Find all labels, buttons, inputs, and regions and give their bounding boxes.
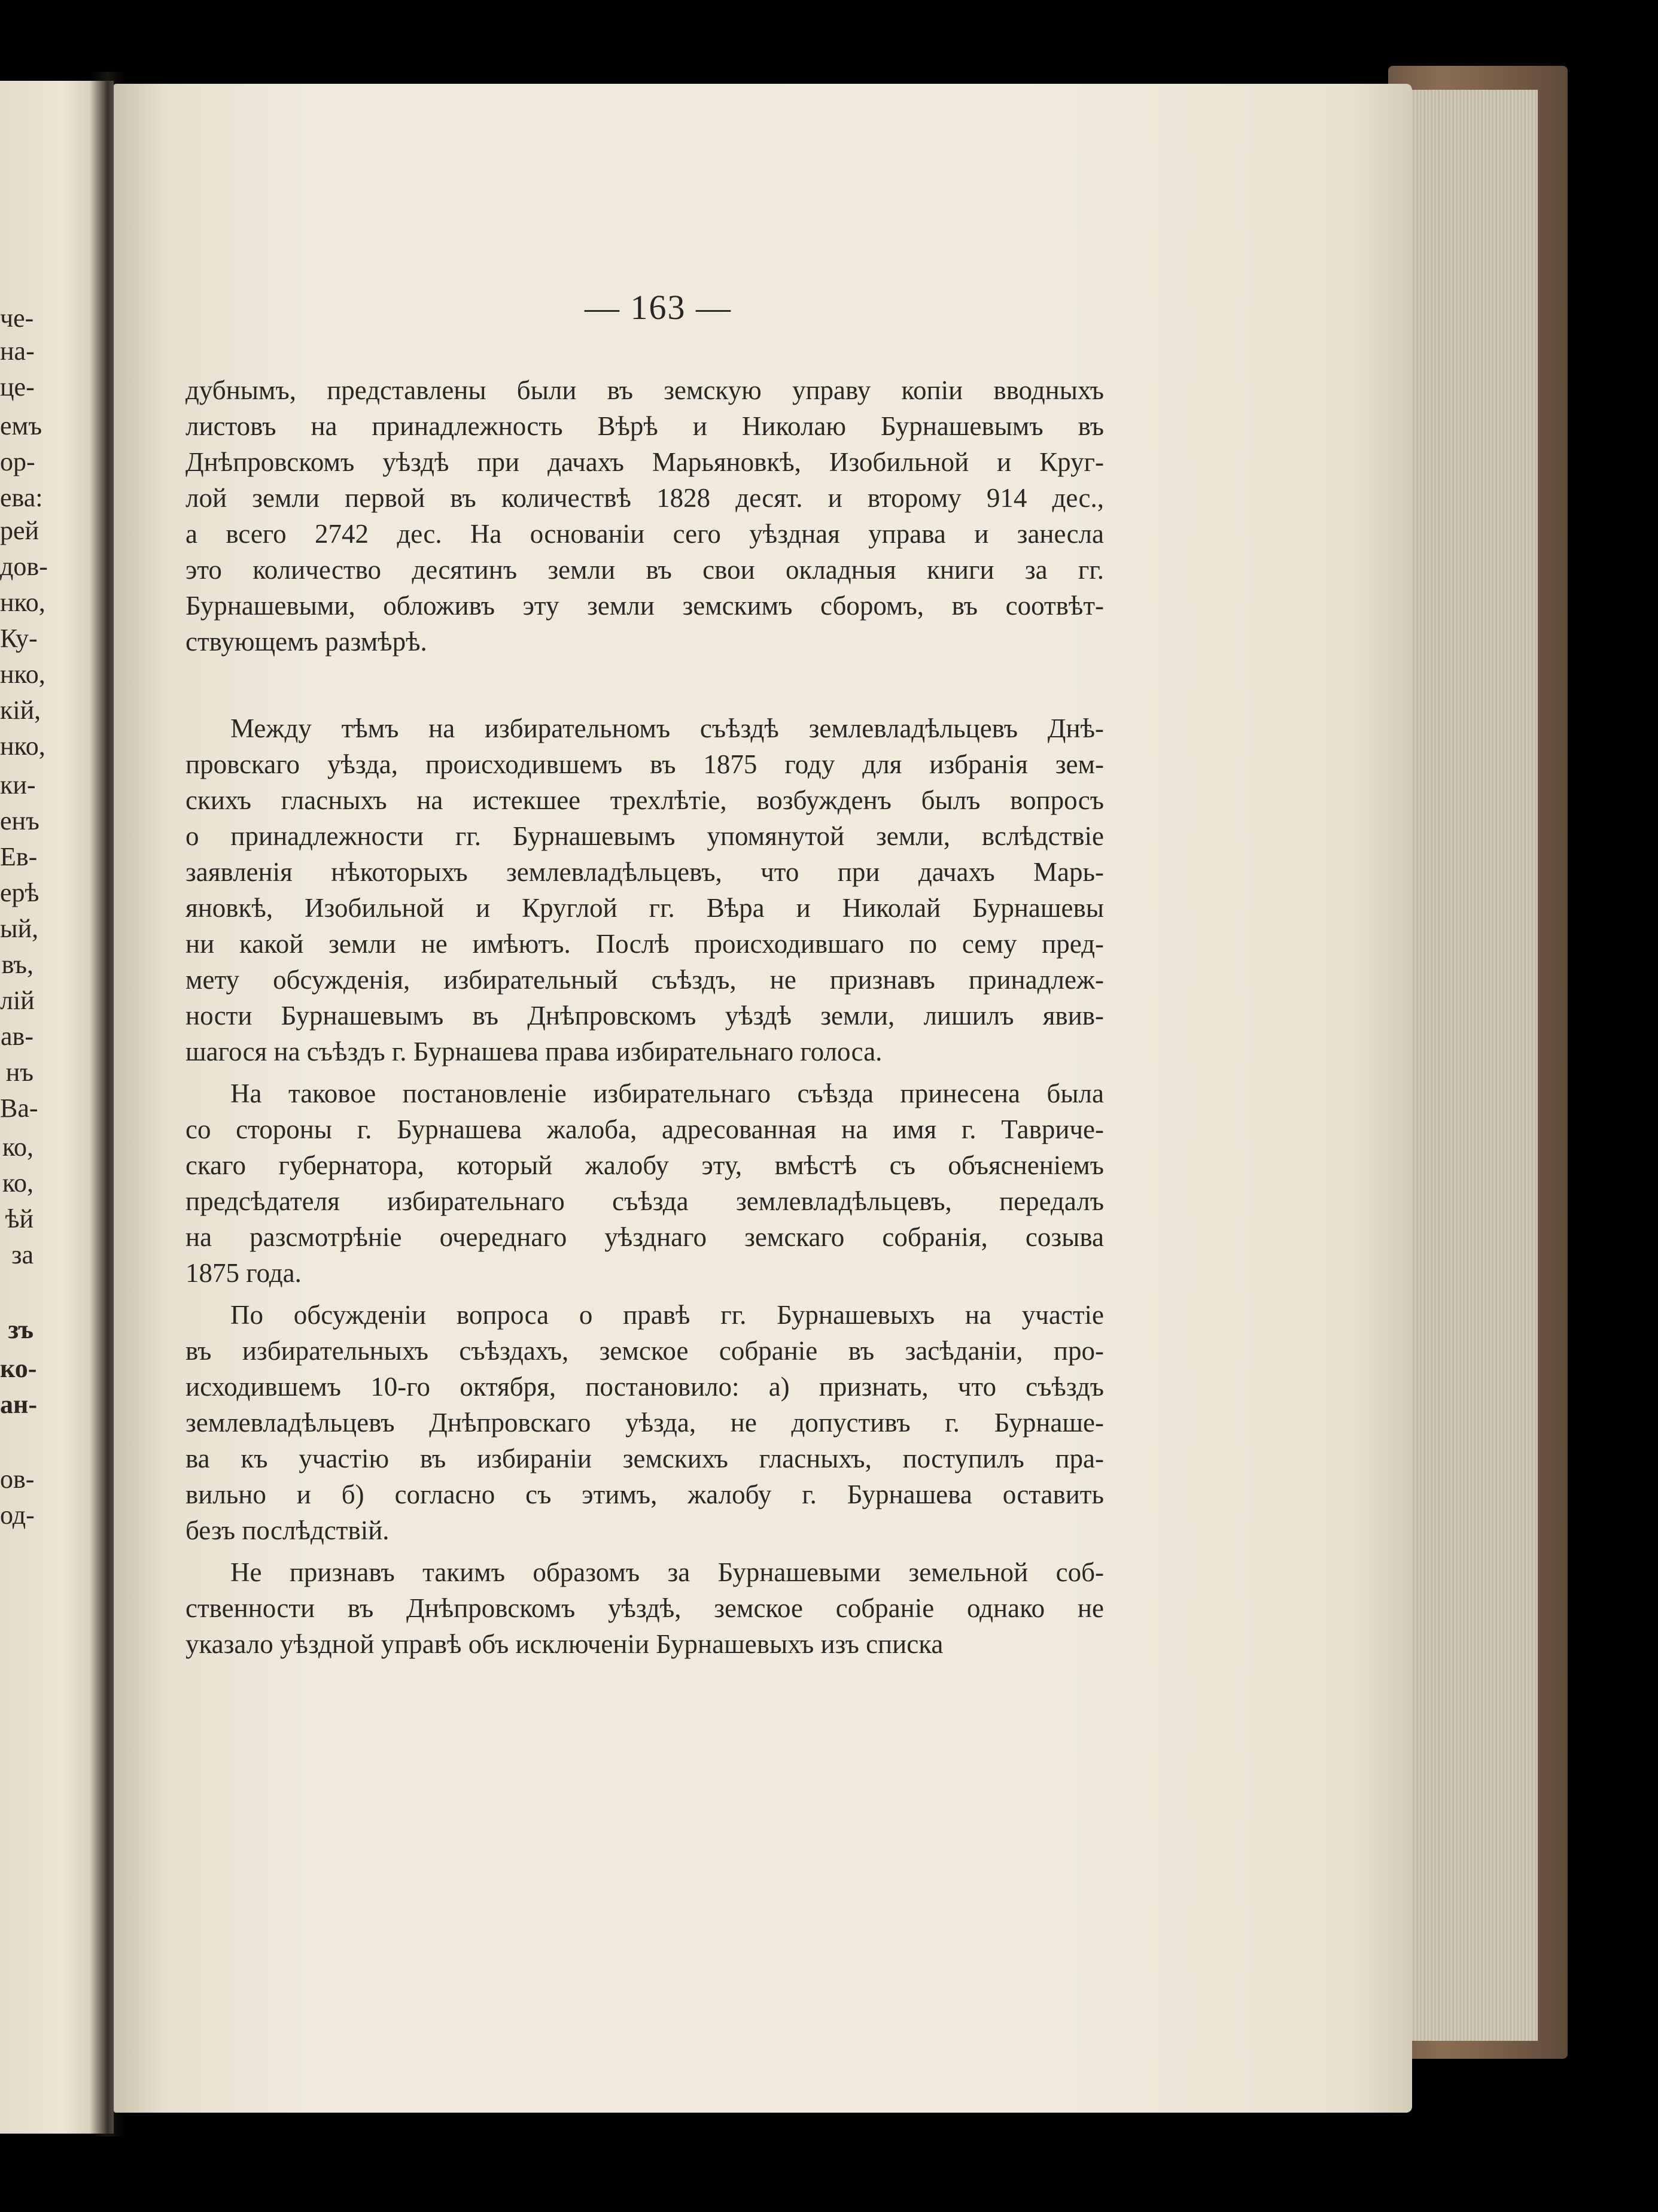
left-page-fragment: въ, [1, 950, 34, 979]
text-line: о принадлежности гг. Бурнашевымъ упомянутой земли, вслѣдствіе [185, 821, 1104, 851]
text-line: безъ послѣдствій. [185, 1515, 390, 1545]
left-page-fragment: че- [0, 303, 34, 333]
left-page-fragment: на- [0, 336, 35, 366]
left-page-fragment: ав- [1, 1022, 34, 1051]
left-page-fragment: нко, [0, 588, 45, 617]
left-page-fragment: ко, [2, 1168, 34, 1198]
text-line: ствующемъ размѣрѣ. [185, 627, 427, 657]
text-line: листовъ на принадлежность Вѣрѣ и Николаю Бурнашевымъ въ [185, 411, 1104, 441]
left-page-fragment: Ва- [0, 1093, 38, 1123]
text-line: шагося на съѣздъ г. Бурнашева права избирательнаго голоса. [185, 1037, 883, 1066]
left-page-fragment: рей [0, 516, 39, 545]
page-number: — 163 — [585, 288, 732, 327]
text-line: 1875 года. [185, 1258, 302, 1288]
text-line: мету обсужденія, избирательный съѣздъ, не признавъ принадлеж- [185, 965, 1104, 995]
left-page-fragment: ѣй [5, 1204, 34, 1233]
text-line: а всего 2742 дес. На основаніи сего уѣздная управа и занесла [185, 519, 1104, 549]
text-line: ва къ участію въ избираніи земскихъ гласныхъ, поступилъ пра- [185, 1444, 1104, 1473]
text-line: Бурнашевыми, обложивъ эту земли земскимъ сборомъ, въ соотвѣт- [185, 591, 1104, 621]
left-page-fragment: Ку- [0, 624, 38, 653]
left-page-fragment: за [11, 1240, 34, 1269]
left-page-fragment: нко, [0, 731, 45, 761]
left-page-fragment: ки- [0, 770, 36, 800]
left-page-fragment: ко- [0, 1354, 37, 1383]
text-line: на разсмотрѣніе очереднаго уѣзднаго земскаго собранія, созыва [185, 1222, 1104, 1252]
text-line: провскаго уѣзда, происходившемъ въ 1875 году для избранія зем- [185, 749, 1104, 779]
left-page-fragment: Ев- [0, 842, 38, 871]
paragraph-first-line: По обсужденіи вопроса о правѣ гг. Бурнашевыхъ на участіе [230, 1300, 1104, 1330]
paragraph-first-line: На таковое постановленіе избирательнаго съѣзда принесена была [230, 1078, 1104, 1108]
text-line: скихъ гласныхъ на истекшее трехлѣтіе, возбужденъ былъ вопросъ [185, 785, 1104, 815]
text-line: ственности въ Днѣпровскомъ уѣздѣ, земское собраніе однако не [185, 1593, 1104, 1623]
left-page-fragment: це- [0, 372, 35, 402]
text-line: со стороны г. Бурнашева жалоба, адресованная на имя г. Тавриче- [185, 1114, 1104, 1144]
text-line: лой земли первой въ количествѣ 1828 десят. и второму 914 дес., [185, 483, 1104, 513]
text-line: землевладѣльцевъ Днѣпровскаго уѣзда, не допустивъ г. Бурнаше- [185, 1408, 1104, 1438]
text-line: въ избирательныхъ съѣздахъ, земское собраніе въ засѣданіи, про- [185, 1336, 1104, 1366]
text-line: яновкѣ, Изобильной и Круглой гг. Вѣра и Николай Бурнашевы [185, 893, 1104, 923]
left-page-fragment: нъ [5, 1058, 34, 1087]
text-line: заявленія нѣкоторыхъ землевладѣльцевъ, что при дачахъ Марь- [185, 857, 1104, 887]
left-page-fragment: кій, [0, 695, 41, 725]
text-line: дубнымъ, представлены были въ земскую управу копіи вводныхъ [185, 375, 1104, 405]
paragraph-first-line: Не признавъ такимъ образомъ за Бурнашевыми земельной соб- [230, 1557, 1104, 1587]
left-page-fragment: ева: [0, 483, 43, 512]
left-page-fragment: ый, [0, 914, 39, 943]
text-line: Днѣпровскомъ уѣздѣ при дачахъ Марьяновкѣ, Изобильной и Круг- [185, 447, 1104, 477]
text-line: скаго губернатора, который жалобу эту, вмѣстѣ съ объясненіемъ [185, 1150, 1104, 1180]
left-page-fragment: ко, [2, 1132, 34, 1162]
left-page-fragment: ор- [0, 447, 35, 476]
left-page-fragment: ерѣ [0, 878, 39, 907]
left-page-fragment: емъ [0, 411, 42, 440]
text-line: ности Бурнашевымъ въ Днѣпровскомъ уѣздѣ земли, лишилъ явив- [185, 1001, 1104, 1031]
text-line: исходившемъ 10-го октября, постановило: а) признать, что съѣздъ [185, 1372, 1104, 1402]
left-page-fragment: ов- [0, 1464, 35, 1494]
text-line: предсѣдателя избирательнаго съѣзда землевладѣльцевъ, передалъ [185, 1186, 1104, 1216]
left-page-fragment: лій [0, 986, 35, 1015]
page-edges [1412, 90, 1538, 2041]
left-page-fragment: нко, [0, 660, 45, 689]
text-line: это количество десятинъ земли въ свои окладныя книги за гг. [185, 555, 1104, 585]
left-page-fragment: енъ [0, 806, 39, 835]
left-page-fragment: дов- [0, 552, 48, 581]
left-page-fragment: од- [0, 1500, 35, 1530]
text-line: указало уѣздной управѣ объ исключеніи Бурнашевыхъ изъ списка [185, 1629, 944, 1659]
left-page-fragment: ан- [0, 1390, 38, 1419]
text-line: вильно и б) согласно съ этимъ, жалобу г. Бурнашева оставить [185, 1479, 1104, 1509]
paragraph-first-line: Между тѣмъ на избирательномъ съѣздѣ землевладѣльцевъ Днѣ- [230, 713, 1104, 743]
left-page-fragment: зъ [8, 1315, 34, 1344]
text-line: ни какой земли не имѣютъ. Послѣ происходившаго по сему пред- [185, 929, 1104, 959]
